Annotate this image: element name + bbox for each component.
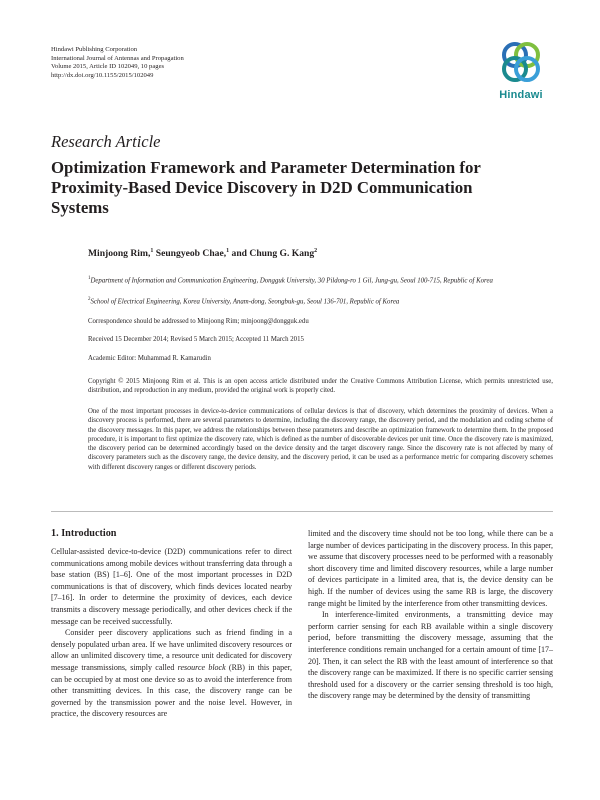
left-column xyxy=(51,546,292,720)
journal-name: International Journal of Antennas and Propagation xyxy=(51,54,184,62)
paragraph: limited and the discovery time should not be too long, while there can be a large number of devices participating in the discovery process. In this paper, we assume that discovery processes need to be performed with a reasonably short discovery time and limited discovery resources, while a large number of devices participate in a limited area, that is, the device density can be high. If the number of devices using the same RB is large, the discovery range might be limited by the interference from other transmitting devices. xyxy=(308,529,553,608)
author-list xyxy=(88,248,317,259)
paragraph: In interference-limited environments, a transmitting device may perform carrier sensing for each RB available within a single discovery period, before transmitting the discovery message, assuming that the interference conditions remain unchanged for a certain amount of time [17–20]. Then, it can select the RB with the least amount of interference so that the discovery range can be maximized. If there is no specific carrier sensing threshold used for a discovery or the carrier sensing threshold is too high, the discovery range may be determined by the density of transmitting xyxy=(308,610,553,701)
submission-dates: Received 15 December 2014; Revised 5 March 2015; Accepted 11 March 2015 xyxy=(88,336,304,343)
article-type: Research Article xyxy=(51,132,161,151)
section-heading: 1. Introduction xyxy=(51,528,117,539)
author-affiliation-mark: 2 xyxy=(314,248,318,254)
correspondence: Correspondence should be addressed to Minjoong Rim; minjoong@dongguk.edu xyxy=(88,318,309,325)
academic-editor: Academic Editor: Muhammad R. Kamarudin xyxy=(88,355,211,362)
journal-header xyxy=(51,46,184,80)
volume-info: Volume 2015, Article ID 102049, 10 pages xyxy=(51,63,165,71)
affiliation-mark: 2 xyxy=(88,297,91,302)
author-name[interactable]: and Chung G. Kang xyxy=(229,248,315,260)
hindawi-logo-icon xyxy=(493,38,549,88)
doi-link[interactable]: http://dx.doi.org/10.1155/2015/102049 xyxy=(51,71,154,79)
abstract: One of the most important processes in device-to-device communications of cellular devices is that of discovery, which determines the proximity of devices. When a discovery process is performed, there are several parameters to determine, including the discovery range, the discovery period, and the modulation and coding scheme of the discovery messages. In this paper, we address the relationships between these parameters and describe an optimization framework to determine them. In the proposed procedure, it is important to first optimize the discovery rate, which is defined as the number of discoverable devices per unit time. Once the discovery rate is maximized, the discovery period can be determined accordingly based on the device density and the target discovery range. Since the discovery rate is not affected by many of discovery parameters such as the discovery range, the device density, and the discovery period, it can be used as a performance metric for comparing discovery schemes with different discovery ranges or different discovery periods. xyxy=(88,408,553,471)
copyright-notice: Copyright © 2015 Minjoong Rim et al. This is an open access article distributed under the Creative Commons Attribution License, which permits unrestricted use, distribution, and reproduction in any medium, provided the original work is properly cited. xyxy=(88,378,553,394)
author-name[interactable]: Minjoong Rim, xyxy=(88,248,151,260)
author-affiliation-mark: 1 xyxy=(226,248,230,254)
article-title: Optimization Framework and Parameter Determination for Proximity-Based Device Discovery in D2D Communication Systems xyxy=(51,158,481,217)
section-divider xyxy=(51,511,553,512)
hindawi-logo xyxy=(493,38,549,106)
affiliation-mark: 1 xyxy=(88,276,91,281)
paragraph-text: (RB) in this paper, can be occupied by at most one device so as to avoid the interference from other transmitting devices. In this case, the discovery range can be governed by the transmission power and the noise level. However, in practice, the discovery resources are xyxy=(51,662,292,719)
emphasis-term: resource block xyxy=(177,662,226,672)
paragraph xyxy=(51,627,292,720)
right-column xyxy=(308,528,553,702)
affiliation-2 xyxy=(88,295,558,306)
author-affiliation-mark: 1 xyxy=(150,248,154,254)
paragraph: Cellular-assisted device-to-device (D2D) communications refer to direct communications among mobile devices without transferring data through a base station (BS) [1–6]. One of the most important processes in D2D communications is that of discovery, which finds devices located nearby [7–16]. In order to determine the proximity of devices, each device transmits a discovery message periodically, and other devices check if the message can be received successfully. xyxy=(51,547,292,626)
affiliation-text: School of Electrical Engineering, Korea University, Anam-dong, Seongbuk-gu, Seoul 136-701, Republic of Korea xyxy=(90,298,400,306)
publisher-name: Hindawi Publishing Corporation xyxy=(51,46,138,53)
affiliation-1 xyxy=(88,274,558,285)
affiliation-text: Department of Information and Communication Engineering, Dongguk University, 30 Pildong-ro 1 Gil, Jung-gu, Seoul 100-715, Republic of Korea xyxy=(90,277,493,285)
hindawi-logo-text: Hindawi xyxy=(499,89,543,101)
paragraph-text: Consider peer discovery applications such as friend finding in a densely populated urban area. If we have unlimited discovery resources or allow an unlimited discovery time, a resource unit dedicated for discovery message transmissions, simply called xyxy=(51,628,292,672)
author-name[interactable]: Seungyeob Chae, xyxy=(153,248,227,260)
